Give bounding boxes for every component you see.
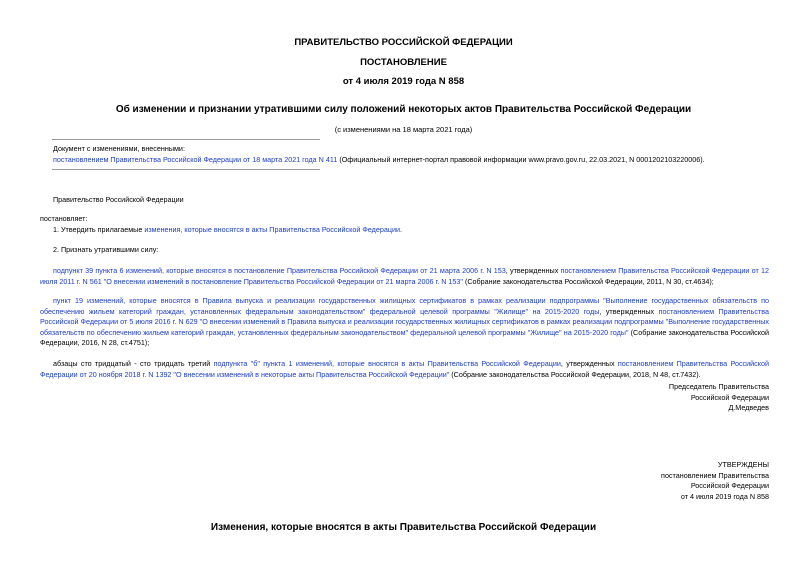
approval-line-4: от 4 июля 2019 года N 858 [680, 491, 769, 501]
divider-bottom [52, 169, 320, 170]
para2-end: (Собрание законодательства Российской Федерации, 2016, N 28, ст.4751); [40, 327, 769, 348]
item-1-link[interactable]: изменения, которые вносятся в акты Правительства Российской Федерации [144, 225, 400, 234]
changes-source: (Официальный интернет-портал правовой информации www.pravo.gov.ru, 22.03.2021, N 0001202103220006). [337, 155, 705, 164]
approval-line-3: Российской Федерации [690, 481, 769, 491]
paragraph-2 [40, 296, 769, 349]
para3-start: абзацы сто тридцатый - сто тридцать третий [53, 359, 214, 368]
signature-position: Председатель Правительства [668, 382, 769, 391]
signature-name: Д.Медведев [728, 403, 769, 413]
document-type: ПОСТАНОВЛЕНИЕ [360, 57, 447, 68]
document-date-number: от 4 июля 2019 года N 858 [342, 76, 465, 87]
approval-line-2: постановлением Правительства [661, 470, 769, 480]
para1-mid: , утвержденных [505, 266, 561, 275]
para2-link-1[interactable]: пункт 19 изменений, которые вносятся в Правила выпуска и реализации государственных жилищных сертификатов в рамках реализации подпрограммы "Выполнение государственных обязательств по обеспечению жильем категорий граждан, установленных федеральным законодательством" федеральной целевой программы "Жилище" на 2015-2020 годы [40, 296, 769, 316]
para1-link-1[interactable]: подпункт 39 пункта 6 изменений, которые вносятся в постановление Правительства Российской Федерации от 21 марта 2006 г. N 153 [53, 266, 506, 275]
para2-link-2[interactable]: постановлением Правительства Российской Федерации от 5 июля 2016 г. N 629 "О внесении изменений в Правила выпуска и реализации государственных жилищных сертификатов в рамках реализации подпрограммы "Выполнение государственных обязательств по обеспечению жильем категорий граждан, установленных федеральным законодательством" федеральной целевой программы "Жилище" на 2015-2020 годы" [40, 306, 769, 337]
government-heading: ПРАВИТЕЛЬСТВО РОССИЙСКОЙ ФЕДЕРАЦИИ [294, 37, 513, 48]
annex-title: Изменения, которые вносятся в акты Правительства Российской Федерации [210, 522, 597, 533]
item-1-text: 1. Утвердить прилагаемые [53, 225, 145, 234]
divider-top [52, 139, 320, 140]
changes-line [53, 155, 773, 166]
paragraph-1 [40, 266, 769, 287]
para1-end: (Собрание законодательства Российской Федерации, 2011, N 30, ст.4634); [462, 276, 714, 286]
item-1 [53, 225, 402, 236]
para3-link-2[interactable]: постановлением Правительства Российской Федерации от 20 ноября 2018 г. N 1392 "О внесении изменений в некоторые акты Правительства Российской Федерации" [40, 359, 769, 379]
signature-block [469, 382, 769, 414]
para3-mid: , утвержденных [560, 359, 618, 368]
para2-mid: , утвержденных [599, 306, 659, 316]
para3-end: (Собрание законодательства Российской Федерации, 2018, N 48, ст.7432). [449, 369, 701, 379]
para1-link-2[interactable]: постановлением Правительства Российской Федерации от 12 июля 2011 г. N 561 "О внесении изменений в постановление Правительства Российской Федерации от 21 марта 2006 г. N 153" [40, 266, 769, 286]
changes-label: Документ с изменениями, внесенными: [53, 144, 185, 153]
changes-link[interactable]: постановлением Правительства Российской Федерации от 18 марта 2021 года N 411 [53, 155, 338, 164]
approval-heading: УТВЕРЖДЕНЫ [717, 460, 769, 469]
para3-link-1[interactable]: подпункта "б" пункта 1 изменений, которые вносятся в акты Правительства Российской Федерации [213, 359, 561, 368]
document-title: Об изменении и признании утратившими силу положений некоторых актов Правительства Российской Федерации [115, 104, 692, 115]
amendment-note: (с изменениями на 18 марта 2021 года) [334, 125, 473, 134]
decree-word: постановляет: [40, 214, 88, 223]
signature-country: Российской Федерации [690, 392, 769, 402]
item-2: 2. Признать утратившими силу: [53, 245, 159, 254]
item-1-end: . [399, 225, 402, 234]
approval-block [469, 460, 769, 502]
intro-text: Правительство Российской Федерации [53, 195, 184, 204]
paragraph-3 [40, 359, 769, 380]
